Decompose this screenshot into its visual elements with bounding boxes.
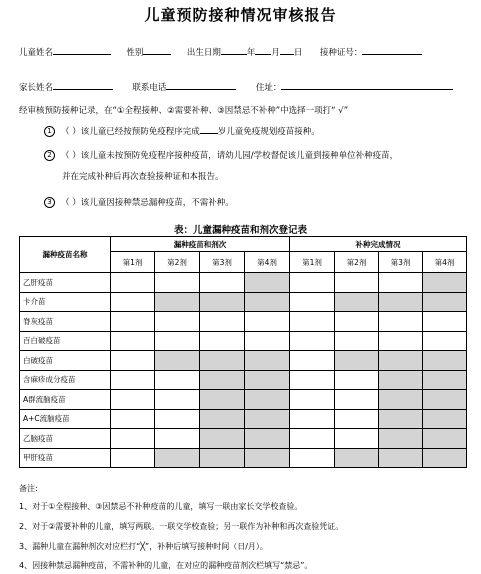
child-name-label: 儿童姓名 [19,48,54,58]
disabled-dose-cell [155,448,200,468]
disabled-dose-cell [335,351,379,371]
dose-cell[interactable] [290,292,335,312]
vaccine-name-cell: 白破疫苗 [20,351,111,371]
option-3-number: 3 [44,197,55,208]
gender-field[interactable] [143,45,171,55]
report-title: 儿童预防接种情况审核报告 [144,6,337,24]
dose-cell[interactable] [111,390,155,410]
cert-no-label: 接种证号： [319,48,363,58]
dose-cell[interactable] [245,331,290,351]
col-vaccine-header: 漏种疫苗名称 [20,237,111,273]
parent-name-field[interactable] [53,80,113,90]
disabled-dose-cell [379,390,423,410]
disabled-dose-cell [335,292,379,312]
option-2-text: 该儿童未按预防免疫程序接种疫苗，请幼儿园/学校督促该儿童到接种单位补种疫苗， [80,151,399,161]
table-row [20,409,467,429]
option-3-checkbox[interactable]: （ ） [61,198,81,208]
option-2-checkbox[interactable]: （ ） [61,151,81,161]
disabled-dose-cell [379,429,423,449]
dose-cell[interactable] [245,312,290,332]
option-3-text: 该儿童因接种禁忌漏种疫苗，不需补种。 [80,198,234,208]
dose-cell[interactable] [200,331,245,351]
option-1-text-a: 该儿童已经按预防免疫程序完成 [80,127,200,137]
dose-cell[interactable] [379,273,423,293]
dose-header: 第1剂 [111,252,155,273]
birth-date-label: 出生日期 [186,48,221,58]
notes-heading: 备注: [19,484,38,493]
dose-cell[interactable] [290,331,335,351]
dose-cell[interactable] [200,273,245,293]
dose-cell[interactable] [290,429,335,449]
dose-cell[interactable] [335,429,379,449]
disabled-dose-cell [423,292,467,312]
disabled-dose-cell [200,448,245,468]
dose-header: 第4剂 [423,252,467,273]
vaccine-name-cell: 脊灰疫苗 [20,312,111,332]
table-row [20,351,467,371]
vaccine-table [19,236,467,468]
disabled-dose-cell [245,292,290,312]
disabled-dose-cell [379,448,423,468]
option-1-text-b: 岁儿童免疫规划疫苗接种。 [217,127,320,137]
disabled-dose-cell [423,370,467,390]
dose-cell[interactable] [290,390,335,410]
dose-cell[interactable] [200,312,245,332]
disabled-dose-cell [155,292,200,312]
dose-cell[interactable] [111,448,155,468]
vaccine-name-cell: 甲肝疫苗 [20,448,111,468]
disabled-dose-cell [423,429,467,449]
instruction-text: 经审核预防接种记录，在“①全程接种、②需要补种、③因禁忌不补种”中选择一项打“ √” [19,106,349,116]
dose-header: 第4剂 [245,252,290,273]
dose-cell[interactable] [155,409,200,429]
birth-year-field[interactable] [221,45,247,55]
dose-cell[interactable] [111,351,155,371]
dose-cell[interactable] [111,429,155,449]
disabled-dose-cell [245,390,290,410]
dose-cell[interactable] [111,409,155,429]
disabled-dose-cell [379,292,423,312]
option-1 [44,124,320,137]
disabled-dose-cell [245,370,290,390]
group-catchup-header: 补种完成情况 [290,237,467,252]
disabled-dose-cell [200,390,245,410]
dose-header: 第3剂 [379,252,423,273]
disabled-dose-cell [155,351,200,371]
disabled-dose-cell [423,409,467,429]
month-label: 月 [271,48,280,58]
dose-cell[interactable] [335,390,379,410]
vaccine-name-cell: 含麻疹成分疫苗 [20,370,111,390]
table-row [20,273,467,293]
note-item: 3、漏种儿童在漏种剂次对应栏打“╳”，补种后填写接种时间（日/月）。 [19,542,268,551]
dose-cell[interactable] [335,273,379,293]
dose-cell[interactable] [335,331,379,351]
child-name-field[interactable] [53,45,111,55]
dose-cell[interactable] [335,312,379,332]
year-label: 年 [246,48,256,58]
disabled-dose-cell [245,273,290,293]
day-label: 日 [293,48,303,58]
vaccine-name-cell: A+C流脑疫苗 [20,409,111,429]
vaccine-name-cell: 百白破疫苗 [20,331,111,351]
note-item: 2、对于②需要补种的儿童，填写两联。一联交学校查验；另一联作为补种和再次查验凭证。 [19,522,344,531]
dose-cell[interactable] [155,390,200,410]
dose-cell[interactable] [290,351,335,371]
table-row [20,312,467,332]
table-row [20,429,467,449]
dose-cell[interactable] [379,312,423,332]
table-row [20,370,467,390]
disabled-dose-cell [335,448,379,468]
dose-cell[interactable] [290,312,335,332]
vaccine-name-cell: A群流脑疫苗 [20,390,111,410]
dose-cell[interactable] [290,273,335,293]
cert-no-field[interactable] [362,45,422,55]
disabled-dose-cell [379,351,423,371]
disabled-dose-cell [245,351,290,371]
disabled-dose-cell [200,409,245,429]
disabled-dose-cell [245,448,290,468]
vaccine-name-cell: 乙肝疫苗 [20,273,111,293]
form-row-parent [19,80,453,93]
disabled-dose-cell [423,351,467,371]
option-2-number: 2 [44,150,55,161]
disabled-dose-cell [245,409,290,429]
disabled-dose-cell [245,429,290,449]
table-row [20,448,467,468]
birth-day-field[interactable] [280,45,294,55]
dose-header: 第1剂 [290,252,335,273]
option-1-checkbox[interactable]: （ ） [61,127,81,137]
birth-month-field[interactable] [255,45,271,55]
phone-field[interactable] [166,80,236,90]
disabled-dose-cell [200,429,245,449]
disabled-dose-cell [423,390,467,410]
dose-cell[interactable] [111,331,155,351]
vaccine-table-body [20,273,467,468]
phone-label: 联系电话 [132,83,167,93]
table-row [20,331,467,351]
option-3 [44,196,234,208]
dose-header: 第2剂 [335,252,379,273]
dose-cell[interactable] [335,409,379,429]
dose-cell[interactable] [155,273,200,293]
dose-cell[interactable] [155,312,200,332]
dose-cell[interactable] [379,331,423,351]
dose-cell[interactable] [111,292,155,312]
disabled-dose-cell [379,409,423,429]
option-1-number: 1 [44,126,55,137]
dose-cell[interactable] [290,370,335,390]
dose-cell[interactable] [335,370,379,390]
address-label: 住址： [255,83,282,93]
dose-cell[interactable] [111,312,155,332]
option-1-age-field[interactable] [200,124,218,134]
dose-cell[interactable] [111,273,155,293]
dose-cell[interactable] [155,370,200,390]
dose-cell[interactable] [155,429,200,449]
parent-name-label: 家长姓名 [19,83,54,93]
gender-label: 性别 [126,48,144,58]
note-item: 4、因接种禁忌漏种疫苗，不需补种的儿童，在对应的漏种疫苗剂次栏填写“禁忌”。 [19,561,313,570]
option-2-line2: 并在完成补种后再次查验接种证和本报告。 [62,172,224,182]
dose-cell[interactable] [423,312,467,332]
dose-cell[interactable] [423,331,467,351]
dose-cell[interactable] [290,409,335,429]
disabled-dose-cell [200,370,245,390]
dose-cell[interactable] [290,448,335,468]
disabled-dose-cell [200,292,245,312]
disabled-dose-cell [379,370,423,390]
address-field[interactable] [281,80,453,90]
table-title: 表：儿童漏种疫苗和剂次登记表 [173,225,307,236]
dose-header: 第3剂 [200,252,245,273]
form-row-child [19,45,422,58]
note-item: 1、对于①全程接种、③因禁忌不补种疫苗的儿童，填写一联由家长交学校查验。 [19,502,303,511]
vaccine-name-cell: 卡介苗 [20,292,111,312]
option-2 [44,149,398,161]
group-missed-header: 漏种疫苗和剂次 [111,237,290,252]
dose-cell[interactable] [111,370,155,390]
dose-header: 第2剂 [155,252,200,273]
vaccine-name-cell: 乙脑疫苗 [20,429,111,449]
dose-cell[interactable] [155,331,200,351]
table-row [20,292,467,312]
disabled-dose-cell [423,448,467,468]
disabled-dose-cell [423,273,467,293]
table-row [20,390,467,410]
disabled-dose-cell [200,351,245,371]
